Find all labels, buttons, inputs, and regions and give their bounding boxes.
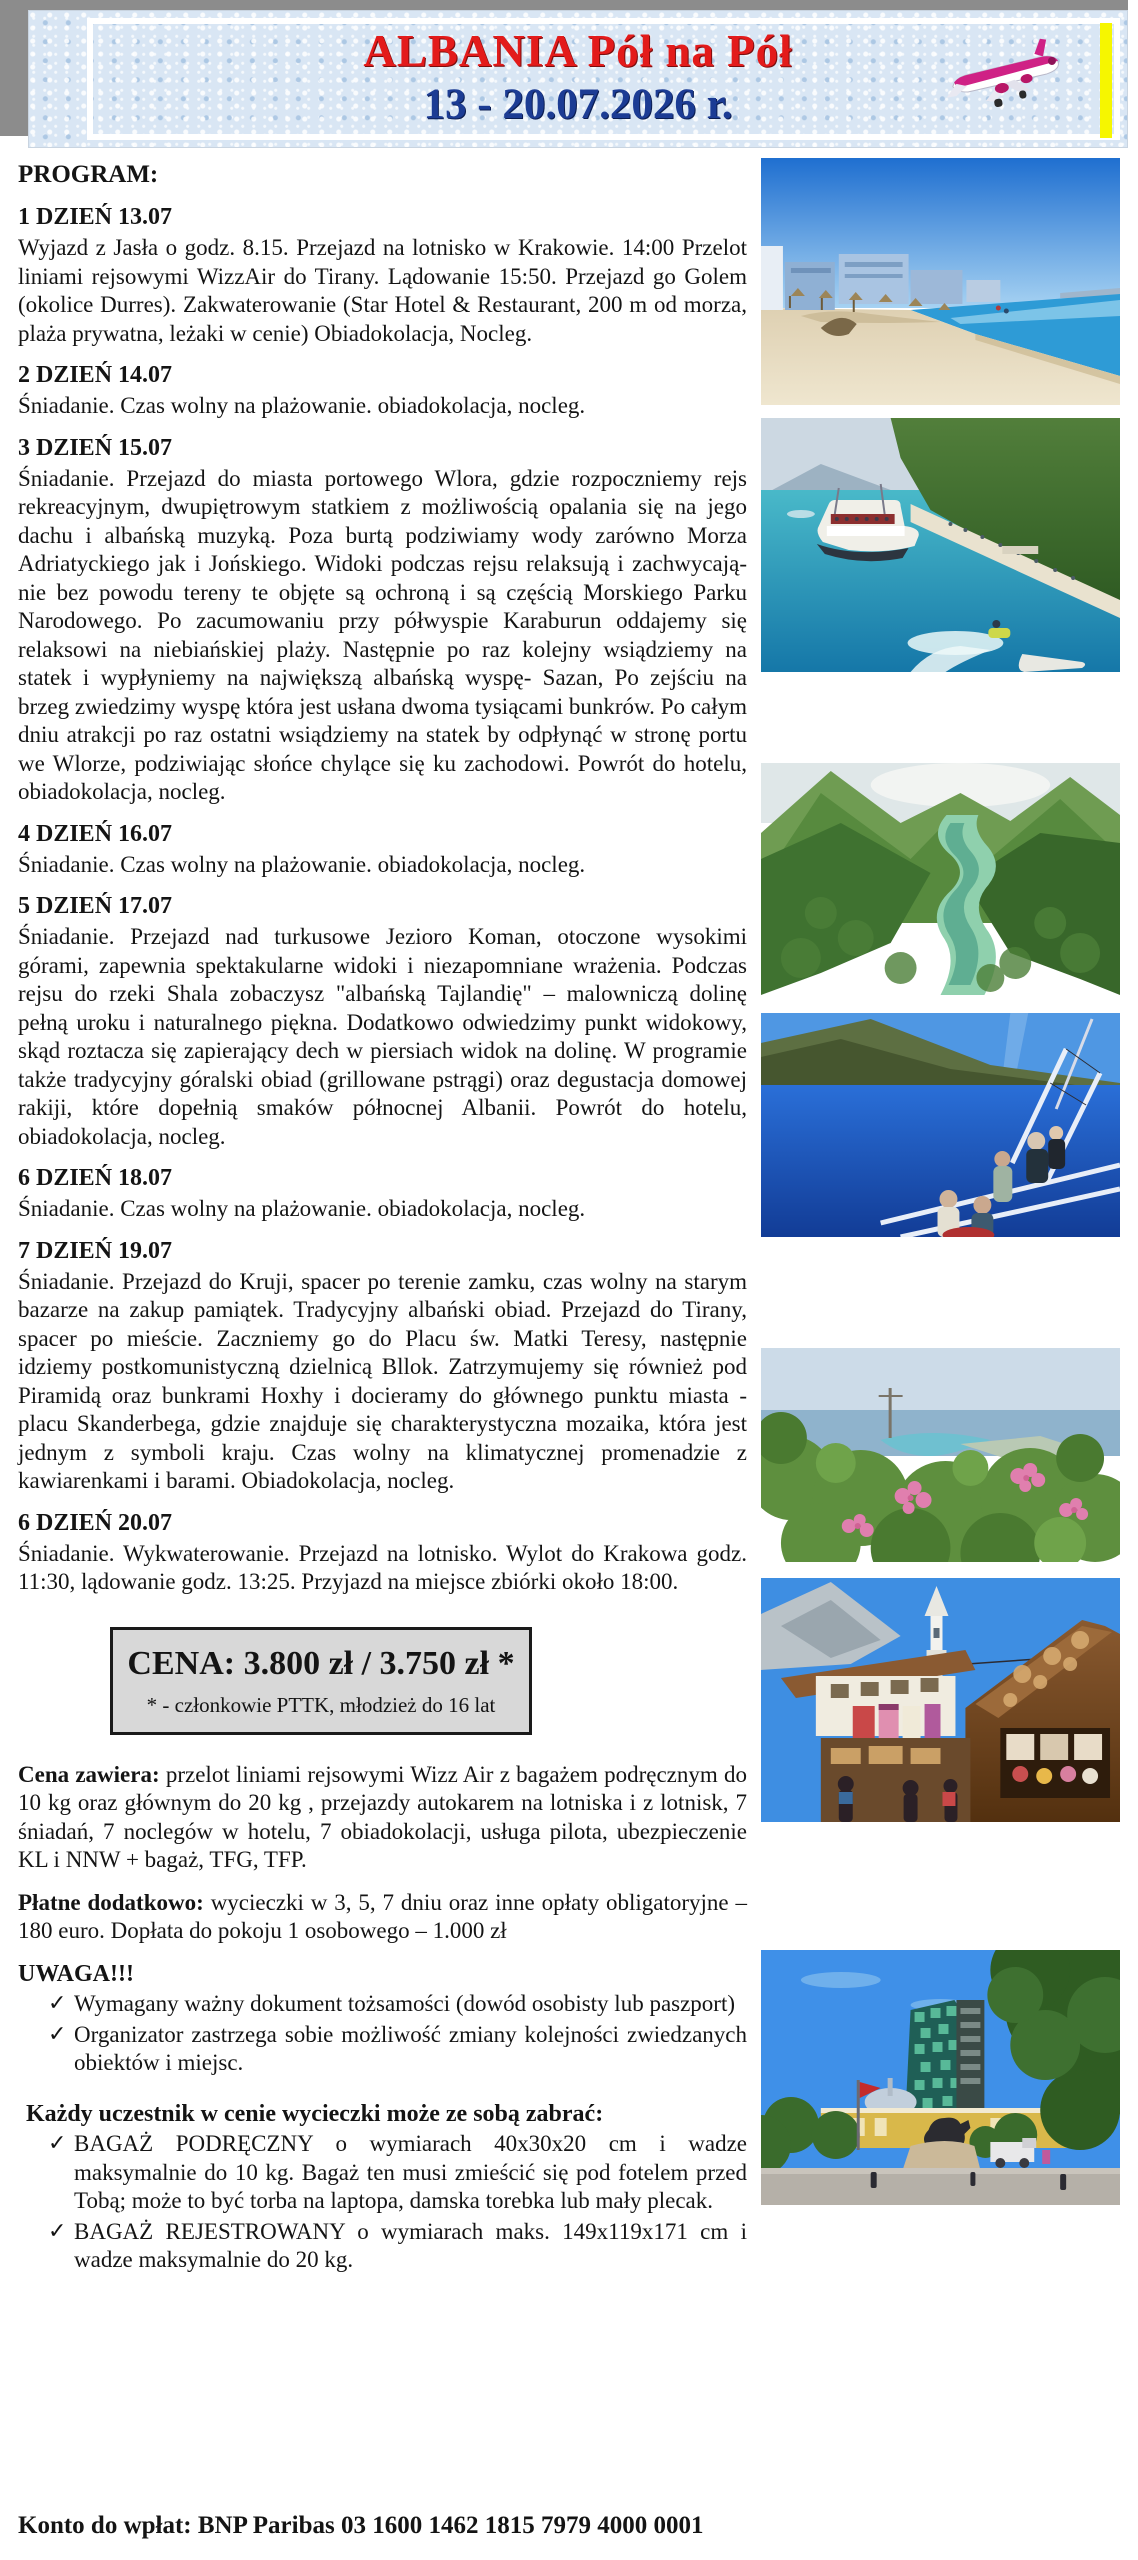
day-text: Śniadanie. Przejazd do miasta portowego Wlora, gdzie rozpoczniemy rejs rekreacyjnym, dwupiętrowym statkiem z możliwością opalania się na jego dachu i albańską muzyką. Poza burtą podziwiamy wody zarówno Morza Adriatyckiego jak i Jońskiego. Widoki podczas rejsu relaksują i zachwycają- nie bez powodu tereny te objęte są ochroną i są częścią Morskiego Parku Narodowego. Po zacumowaniu przy półwyspie Karaburun oddajemy się relaksowi na niebiańskiej plaży. Następnie po raz kolejny wsiądziemy na statek i wypłyniemy na największą albańską wyspę- Sazan, Po zejściu na brzeg zwiedzimy wyspę która jest usłana dwoma tysiącami bunkrów. Po całym dniu atrakcji po raz ostatni wsiądziemy na statek by odpłynąć w stronę portu we Wlorze, podziwiając słońce chylące się ku zachodowi. Powrót do hotelu, obiadokolacja, nocleg. bbox=[18, 465, 747, 804]
day-block-1 bbox=[18, 203, 747, 348]
uwaga-list bbox=[18, 1990, 747, 2078]
day-block-5 bbox=[18, 892, 747, 1151]
luggage-item bbox=[18, 2130, 747, 2216]
day-block-6 bbox=[18, 1164, 747, 1224]
photo-beach-resort-image bbox=[761, 158, 1120, 405]
luggage-item bbox=[18, 2218, 747, 2275]
checkmark-icon: ✓ bbox=[48, 2218, 67, 2244]
extra-fees-label: Płatne dodatkowo: bbox=[18, 1889, 204, 1915]
photo-coast-oleander-flowers bbox=[761, 1348, 1120, 1562]
day-title: 5 DZIEŃ 17.07 bbox=[18, 893, 173, 919]
luggage-item-text: BAGAŻ REJESTROWANY o wymiarach maks. 149x119x171 cm i wadze maksymalnie do 20 kg. bbox=[74, 2218, 747, 2272]
photo-boat-deck-sea-view bbox=[761, 1013, 1120, 1237]
checkmark-icon: ✓ bbox=[48, 2131, 67, 2156]
uwaga-item bbox=[18, 1990, 747, 2019]
day-text: Śniadanie. Przejazd nad turkusowe Jezioro Koman, otoczone wysokimi górami, zapewnia spektakularne widoki i niezapomniane wrażenia. Podczas rejsu do rzeki Shala zobaczysz "albańską Tajlandię" – malowniczą dolinę pełną uroku i naturalnego piękna. Dodatkowo odwiedzimy punkt widokowy, skąd roztacza się zapierający dech w piersiach widok na dolinę. W programie także tradycyjny góralski obiad (grillowane pstrągi) oraz degustacja domowej rakiji, które dopełnią smaków północnej Albanii. Powrót do hotelu, obiadokolacja, nocleg. bbox=[18, 924, 747, 1149]
uwaga-item bbox=[18, 2021, 747, 2078]
photo-karaburun-bay-boat bbox=[761, 418, 1120, 672]
day-text: Wyjazd z Jasła o godz. 8.15. Przejazd na lotnisko w Krakowie. 14:00 Przelot liniami rejsowymi WizzAir do Tirany. Lądowanie 15:50. Przejazd go Golem (okolice Durres). Zakwaterowanie (Star Hotel & Restaurant, 200 m od morza, plaża prywatna, leżaki w cenie) Obiadokolacja, Nocleg. bbox=[18, 235, 747, 346]
price-main: CENA: 3.800 zł / 3.750 zł * bbox=[127, 1644, 515, 1682]
luggage-item-text: BAGAŻ PODRĘCZNY o wymiarach 40x30x20 cm i wadze maksymalnie do 10 kg. Bagaż ten musi zmieścić się pod fotelem przed Tobą; może to być torba na laptopa, damska torebka lub mały plecak. bbox=[74, 2131, 747, 2213]
price-box bbox=[110, 1627, 532, 1735]
luggage-heading: Każdy uczestnik w cenie wycieczki może ze sobą zabrać: bbox=[26, 2100, 604, 2127]
trip-dates: 13 - 20.07.2026 r. bbox=[423, 81, 733, 128]
uwaga-item-text: Wymagany ważny dokument tożsamości (dowód osobisty lub paszport) bbox=[74, 1991, 736, 2016]
photo-coast-flowers-image bbox=[761, 1348, 1120, 1562]
day-block-4 bbox=[18, 820, 747, 880]
program-heading: PROGRAM: bbox=[18, 161, 159, 188]
luggage-list bbox=[18, 2130, 747, 2275]
photo-tirana-skanderbeg-square bbox=[761, 1950, 1120, 2205]
day-title: 2 DZIEŃ 14.07 bbox=[18, 362, 173, 388]
checkmark-icon: ✓ bbox=[48, 1991, 67, 2016]
page-title: ALBANIA Pół na Pół bbox=[363, 26, 793, 76]
photo-beach-resort-golem bbox=[761, 158, 1120, 405]
header-banner bbox=[28, 10, 1128, 148]
day-block-8 bbox=[18, 1509, 747, 1597]
bank-account-line: Konto do wpłat: BNP Paribas 03 1600 1462 1815 7979 4000 0001 bbox=[18, 2512, 704, 2539]
header-shadow-top bbox=[0, 0, 1128, 10]
price-includes-paragraph bbox=[18, 1761, 747, 1875]
day-block-3 bbox=[18, 434, 747, 807]
day-text: Śniadanie. Czas wolny na plażowanie. obiadokolacja, nocleg. bbox=[18, 851, 586, 877]
uwaga-item-text: Organizator zastrzega sobie możliwość zmiany kolejności zwiedzanych obiektów i miejsc. bbox=[74, 2021, 747, 2075]
checkmark-icon: ✓ bbox=[48, 2021, 67, 2047]
photo-koman-river-canyon bbox=[761, 763, 1120, 995]
price-note: * - członkowie PTTK, młodzież do 16 lat bbox=[146, 1692, 496, 1717]
day-title: 4 DZIEŃ 16.07 bbox=[18, 820, 173, 847]
yellow-stripe-decoration bbox=[1100, 23, 1112, 138]
day-text: Śniadanie. Czas wolny na plażowanie. obiadokolacja, nocleg. bbox=[18, 393, 586, 418]
day-block-2 bbox=[18, 361, 747, 421]
day-text: Śniadanie. Przejazd do Kruji, spacer po terenie zamku, czas wolny na starym bazarze na zakup pamiątek. Tradycyjny albański obiad. Przejazd do Tirany, spacer po mieście. Zaczniemy go do Placu św. Matki Teresy, następnie idziemy postkomunistyczną dzielnicą Bllok. Zatrzymujemy się również pod Piramidą oraz bunkrami Hoxhy i docieramy do głównego punktu miasta - placu Skanderbega, gdzie znajduje się charakterystyczna mozaika, która jest jednym z symboli kraju. Czas wolny na klimatycznej promenadzie z kawiarenkami i barami. Obiadokolacja, nocleg. bbox=[18, 1268, 747, 1493]
photo-kruja-bazaar-minaret bbox=[761, 1578, 1120, 1822]
uwaga-heading: UWAGA!!! bbox=[18, 1960, 134, 1987]
day-title: 7 DZIEŃ 19.07 bbox=[18, 1237, 173, 1264]
day-title: 1 DZIEŃ 13.07 bbox=[18, 204, 173, 230]
price-includes-label: Cena zawiera: bbox=[18, 1761, 160, 1787]
program-text-column bbox=[18, 160, 747, 2277]
price-includes-text: przelot liniami rejsowymi Wizz Air z bagażem podręcznym do 10 kg oraz głównym do 20 kg , przejazdy autokarem na lotniska i z lotnisk, 7 śniadań, 7 noclegów w hotelu, 7 obiadokolacji, usługa pilota, ubezpieczenie KL i NNW + bagaż, TFG, TFP. bbox=[18, 1761, 747, 1872]
photo-karaburun-bay-image bbox=[761, 418, 1120, 672]
day-title: 6 DZIEŃ 20.07 bbox=[18, 1509, 173, 1536]
extra-fees-text: wycieczki w 3, 5, 7 dniu oraz inne opłaty obligatoryjne – 180 euro. Dopłata do pokoju 1 osobowego – 1.000 zł bbox=[18, 1889, 748, 1943]
header-shadow-left bbox=[0, 10, 28, 136]
photo-kruja-bazaar-image bbox=[761, 1578, 1120, 1822]
day-title: 3 DZIEŃ 15.07 bbox=[18, 434, 173, 461]
day-text: Śniadanie. Wykwaterowanie. Przejazd na lotnisko. Wylot do Krakowa godz. 11:30, lądowanie godz. 13:25. Przyjazd na miejsce zbiórki około 18:00. bbox=[18, 1540, 747, 1594]
photo-boat-deck-image bbox=[761, 1013, 1120, 1237]
photo-tirana-square-image bbox=[761, 1950, 1120, 2205]
photo-koman-canyon-image bbox=[761, 763, 1120, 995]
day-title: 6 DZIEŃ 18.07 bbox=[18, 1165, 173, 1191]
day-block-7 bbox=[18, 1237, 747, 1496]
day-text: Śniadanie. Czas wolny na plażowanie. obiadokolacja, nocleg. bbox=[18, 1196, 586, 1221]
extra-fees-paragraph bbox=[18, 1889, 747, 1946]
